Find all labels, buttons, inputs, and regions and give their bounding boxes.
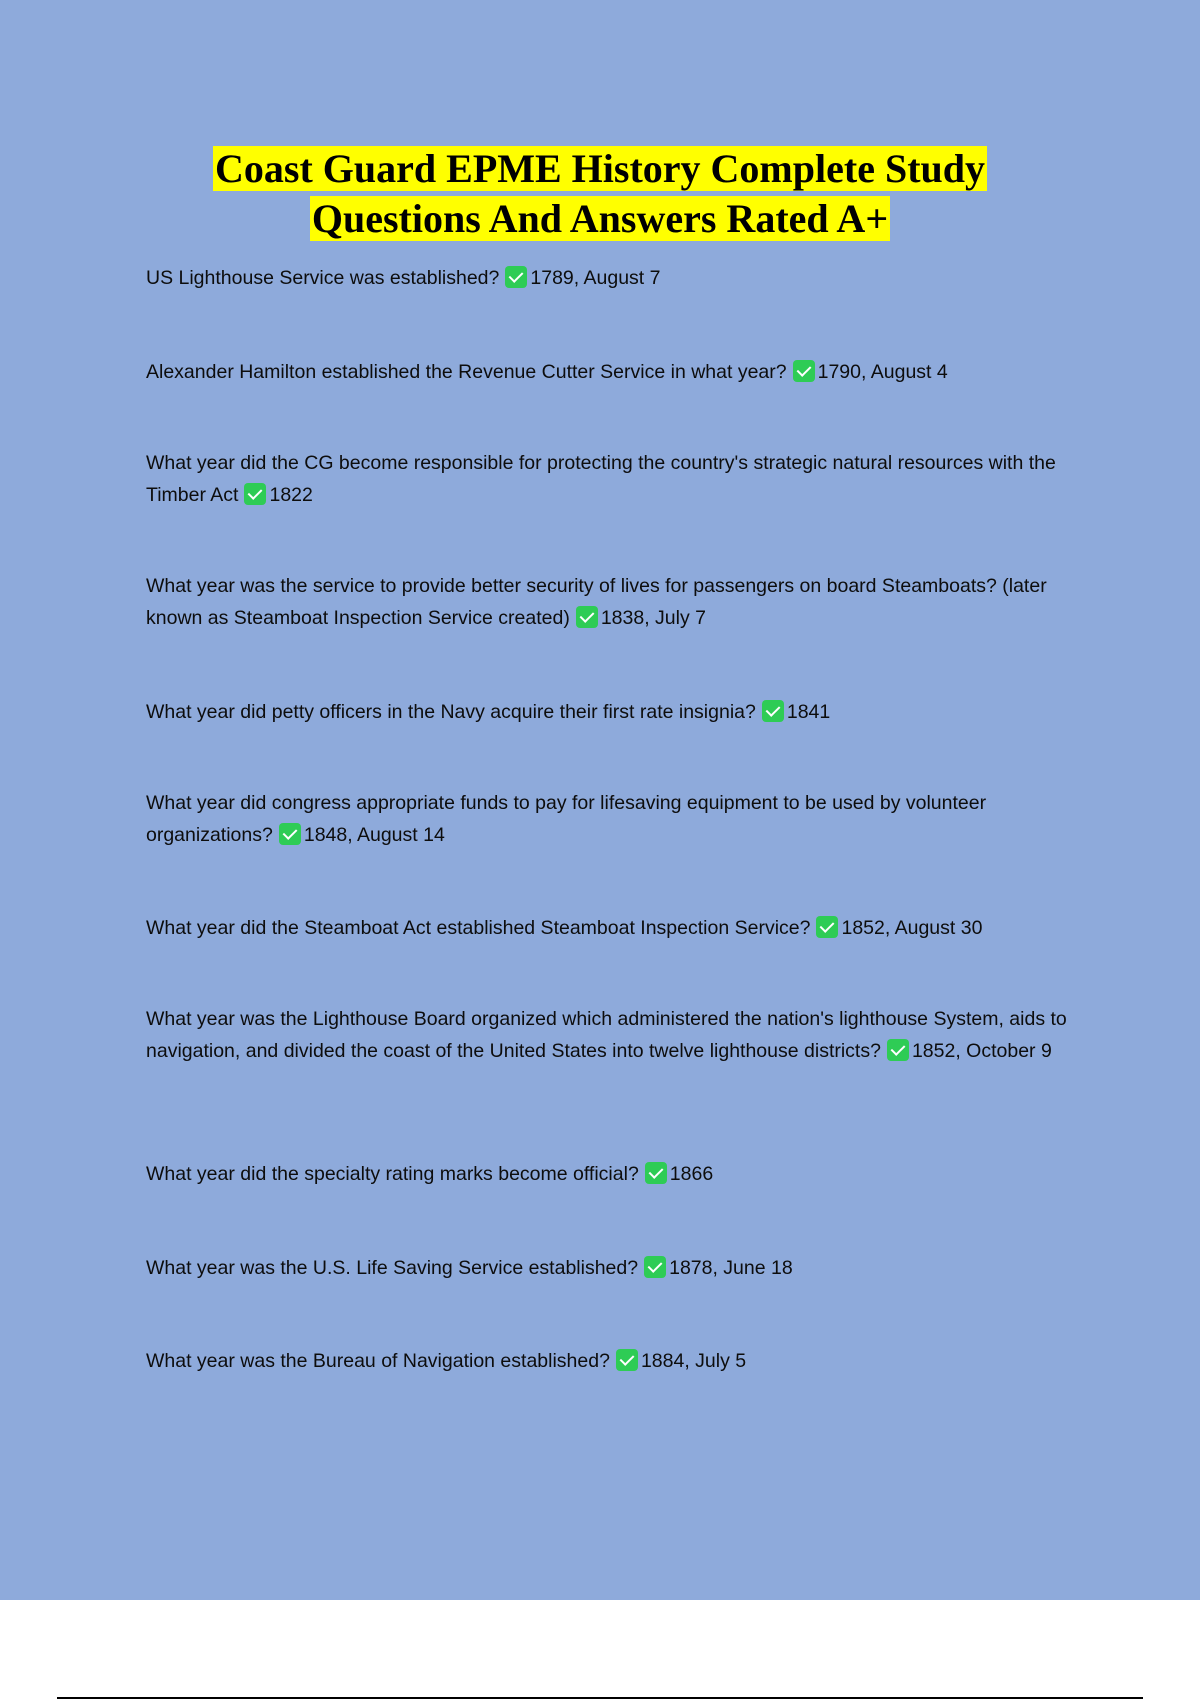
green-checkmark-icon [244, 483, 266, 505]
green-checkmark-icon [505, 266, 527, 288]
green-checkmark-icon [616, 1349, 638, 1371]
qa-item-11 [146, 1345, 1086, 1377]
document-title [0, 144, 1200, 244]
green-checkmark-icon [793, 360, 815, 382]
question-text: What year was the U.S. Life Saving Service established? [146, 1257, 639, 1279]
answer-text: 1789, August 7 [530, 267, 661, 289]
green-checkmark-icon [816, 916, 838, 938]
qa-item-5 [146, 696, 1086, 728]
question-text: What year did the CG become responsible for protecting the country's strategic natural resources with the Timber Act [146, 452, 1056, 506]
answer-text: 1841 [786, 701, 831, 723]
question-text: What year did the specialty rating marks become official? [146, 1163, 639, 1185]
footer-divider [57, 1697, 1143, 1699]
qa-item-3 [146, 447, 1086, 511]
qa-item-9 [146, 1158, 1086, 1190]
question-text: What year was the Lighthouse Board organized which administered the nation's lighthouse System, aids to navigation, and divided the coast of the United States into twelve lighthouse districts? [146, 1008, 1067, 1062]
green-checkmark-icon [762, 700, 784, 722]
qa-item-1 [146, 262, 1086, 294]
qa-item-8 [146, 1003, 1086, 1067]
question-text: What year was the service to provide better security of lives for passengers on board Steamboats? (later known as Steamboat Inspection Service created) [146, 575, 1047, 629]
answer-text: 1878, June 18 [669, 1257, 793, 1279]
green-checkmark-icon [279, 823, 301, 845]
green-checkmark-icon [576, 606, 598, 628]
title-line-2: Questions And Answers Rated A+ [311, 196, 889, 241]
qa-item-10 [146, 1252, 1086, 1284]
question-text: Alexander Hamilton established the Revenue Cutter Service in what year? [146, 361, 787, 383]
qa-item-7 [146, 912, 1086, 944]
qa-item-6 [146, 787, 1086, 851]
question-text: What year did the Steamboat Act established Steamboat Inspection Service? [146, 917, 811, 939]
answer-text: 1790, August 4 [817, 361, 948, 383]
answer-text: 1822 [269, 484, 313, 506]
question-text: What year did petty officers in the Navy acquire their first rate insignia? [146, 701, 756, 723]
answer-text: 1852, August 30 [841, 917, 983, 939]
answer-text: 1848, August 14 [303, 824, 445, 846]
question-text: What year was the Bureau of Navigation established? [146, 1350, 610, 1372]
answer-text: 1852, October 9 [911, 1040, 1052, 1062]
answer-text: 1884, July 5 [640, 1350, 747, 1372]
question-text: US Lighthouse Service was established? [146, 267, 500, 289]
qa-item-2 [146, 356, 1086, 388]
green-checkmark-icon [644, 1256, 666, 1278]
qa-item-4 [146, 570, 1086, 634]
question-text: What year did congress appropriate funds to pay for lifesaving equipment to be used by volunteer organizations? [146, 792, 987, 846]
answer-text: 1838, July 7 [600, 607, 706, 629]
answer-text: 1866 [669, 1163, 714, 1185]
green-checkmark-icon [645, 1162, 667, 1184]
green-checkmark-icon [887, 1039, 909, 1061]
title-line-1: Coast Guard EPME History Complete Study [215, 146, 985, 191]
